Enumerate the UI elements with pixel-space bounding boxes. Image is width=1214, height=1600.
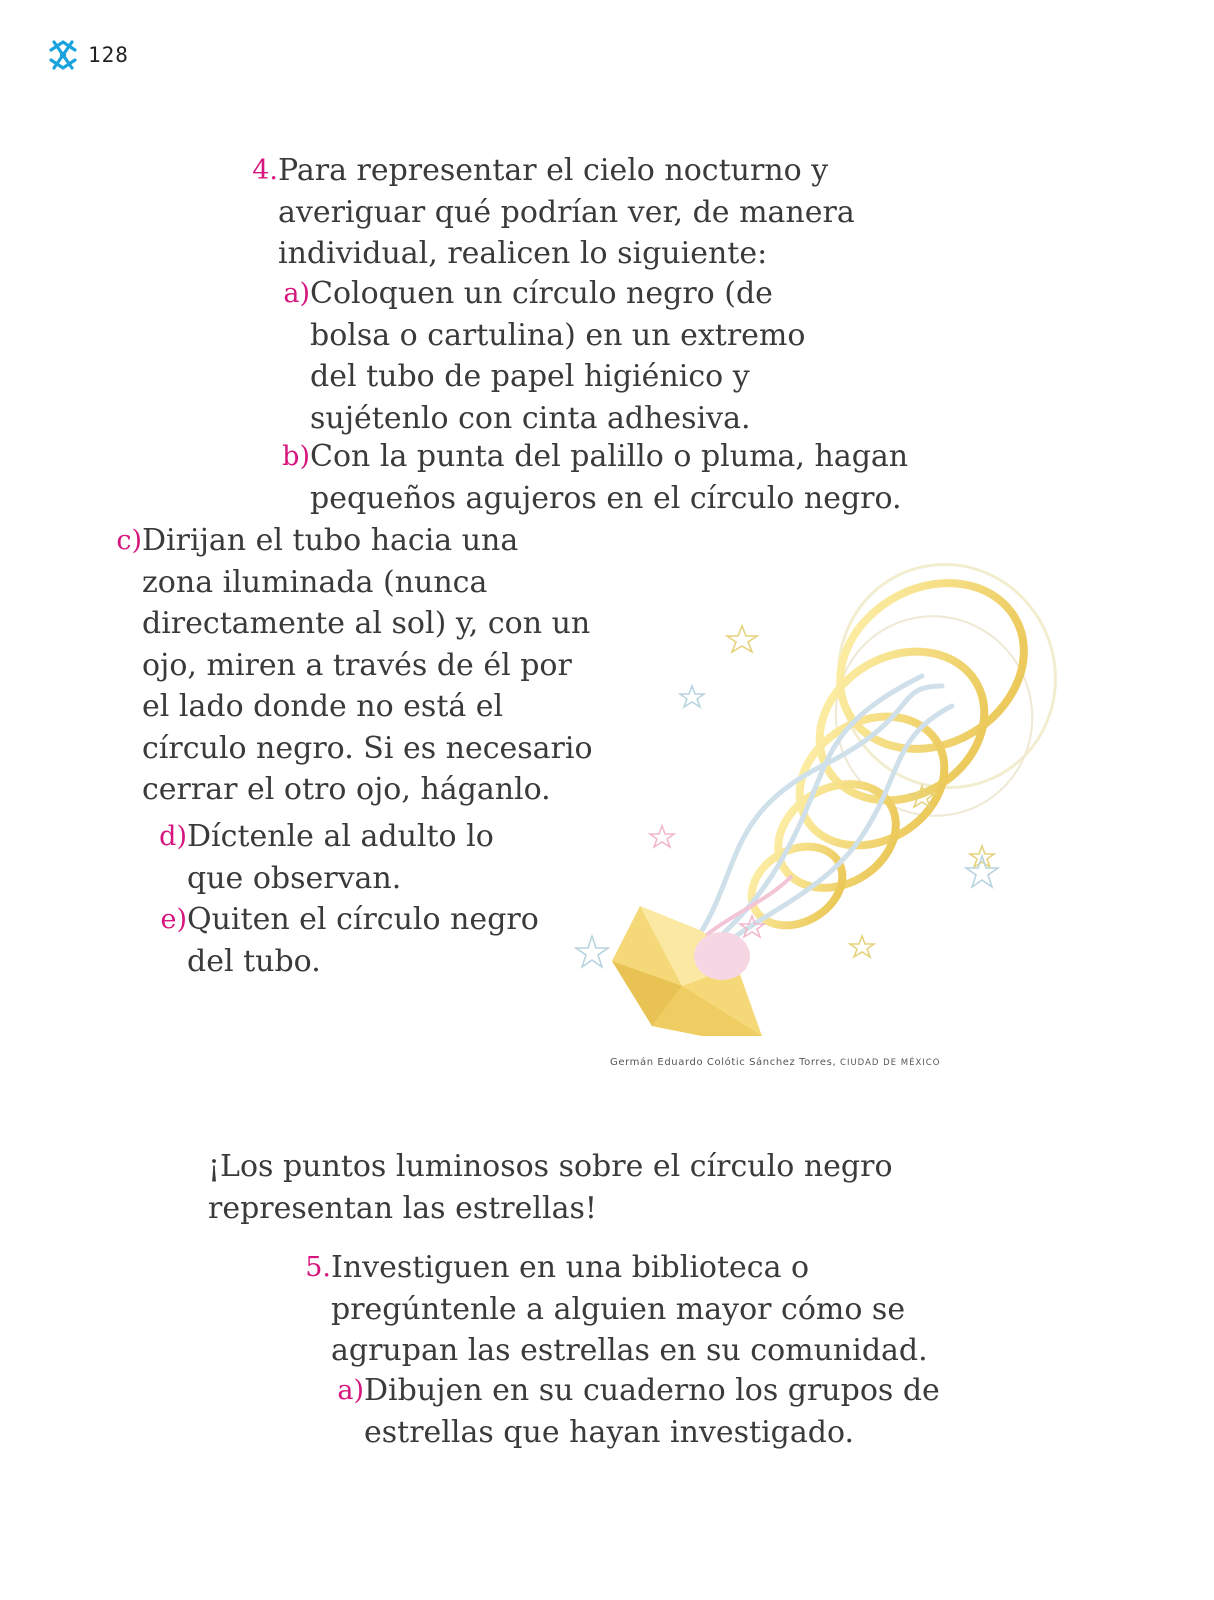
instruction-4 [244, 150, 884, 275]
credit-city: CIUDAD DE MÉXICO [840, 1058, 941, 1068]
step-label: a) [337, 1375, 364, 1406]
illustration-credit [610, 1057, 940, 1068]
cross-star-logo-icon [48, 38, 78, 72]
note-text: ¡Los puntos luminosos sobre el círculo negro representan las estrellas! [208, 1149, 893, 1226]
instruction-5 [297, 1247, 937, 1372]
step-d [153, 816, 503, 899]
step-text: Quiten el círculo negro del tubo. [187, 902, 539, 979]
step-label: b) [282, 441, 310, 472]
step-text: Coloquen un círculo negro (de bolsa o cartulina) en un extremo del tubo de papel higiénico y sujétenlo con cinta adhesiva. [310, 276, 806, 436]
credit-name: Germán Eduardo Colótic Sánchez Torres, [610, 1057, 837, 1068]
step-text: Dirijan el tubo hacia una zona iluminada (nunca directamente al sol) y, con un ojo, miren a través de él por el lado donde no está el círculo negro. Si es necesario cerrar el otro ojo, háganlo. [142, 523, 593, 807]
page-number: 128 [88, 43, 129, 67]
item-number: 5. [305, 1252, 331, 1283]
step-label: c) [116, 525, 142, 556]
step-label: d) [159, 821, 187, 852]
item-number: 4. [252, 155, 278, 186]
step-e [153, 899, 553, 982]
step-label: a) [283, 278, 310, 309]
step-a [276, 273, 856, 439]
step-c [108, 520, 598, 811]
step-text: Díctenle al adulto lo que observan. [187, 819, 494, 896]
page-header [48, 38, 129, 72]
step-text: Dibujen en su cuaderno los grupos de estrellas que hayan investigado. [364, 1373, 940, 1450]
instruction-text: Investiguen en una biblioteca o pregúntenle a alguien mayor cómo se agrupan las estrellas en su comunidad. [331, 1250, 928, 1368]
magic-star-tube-illustration-icon [562, 556, 1082, 1056]
instruction-text: Para representar el cielo nocturno y averiguar qué podrían ver, de manera individual, realicen lo siguiente: [278, 153, 855, 271]
step-b [276, 436, 916, 519]
step-5a [330, 1370, 970, 1453]
step-label: e) [160, 904, 187, 935]
step-text: Con la punta del palillo o pluma, hagan pequeños agujeros en el círculo negro. [310, 439, 909, 516]
